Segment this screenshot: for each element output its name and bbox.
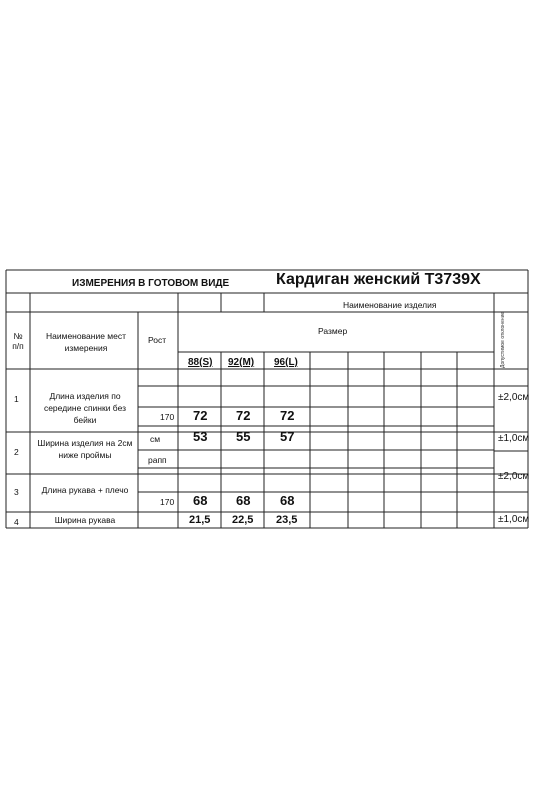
row4-value-l: 23,5 <box>276 514 298 526</box>
row3-number: 3 <box>14 487 19 497</box>
product-name-label: Наименование изделия <box>343 300 437 310</box>
row2-unit-cm: см <box>150 434 161 444</box>
row1-value-s: 72 <box>193 408 208 423</box>
row1-tolerance: ±2,0см <box>498 392 530 403</box>
row2-value-s: 53 <box>193 429 208 444</box>
tolerance-vertical-header: Допустимое отклонение <box>500 311 506 368</box>
row2-number: 2 <box>14 447 19 457</box>
row3-value-l: 68 <box>280 493 295 508</box>
row2-tolerance: ±1,0см <box>498 433 530 444</box>
size-m: 92(M) <box>228 357 255 368</box>
row3-tolerance: ±2,0см <box>498 471 530 482</box>
row3-value-m: 68 <box>236 493 251 508</box>
row1-height: 170 <box>160 412 175 422</box>
row3-value-s: 68 <box>193 493 208 508</box>
row4-number: 4 <box>14 517 19 527</box>
size-l: 96(L) <box>274 357 298 368</box>
row3-height: 170 <box>160 497 175 507</box>
row1-number: 1 <box>14 394 19 404</box>
column-height-header: Рост <box>148 335 167 345</box>
product-title: Кардиган женский Т3739Х <box>276 271 481 288</box>
row1-value-l: 72 <box>280 408 295 423</box>
row3-name: Длина рукава + плечо <box>41 485 129 495</box>
row2-value-m: 55 <box>236 429 251 444</box>
row4-name: Ширина рукава <box>54 515 116 525</box>
column-size-header: Размер <box>318 326 348 336</box>
row2-name: Ширина изделия на 2см ниже проймы <box>37 438 133 460</box>
row1-name: Длина изделия по середине спинки без бейки <box>43 391 127 425</box>
row2-unit-rapp: рапп <box>148 455 167 465</box>
row4-value-m: 22,5 <box>232 514 254 526</box>
column-place-header: Наименование мест измерения <box>46 331 126 353</box>
row4-tolerance: ±1,0см <box>498 514 530 525</box>
row1-value-m: 72 <box>236 408 251 423</box>
column-number-header: № п/п <box>12 331 24 351</box>
measurements-title: ИЗМЕРЕНИЯ В ГОТОВОМ ВИДЕ <box>72 278 230 289</box>
size-s: 88(S) <box>188 357 213 368</box>
row2-value-l: 57 <box>280 429 295 444</box>
row4-value-s: 21,5 <box>189 514 211 526</box>
